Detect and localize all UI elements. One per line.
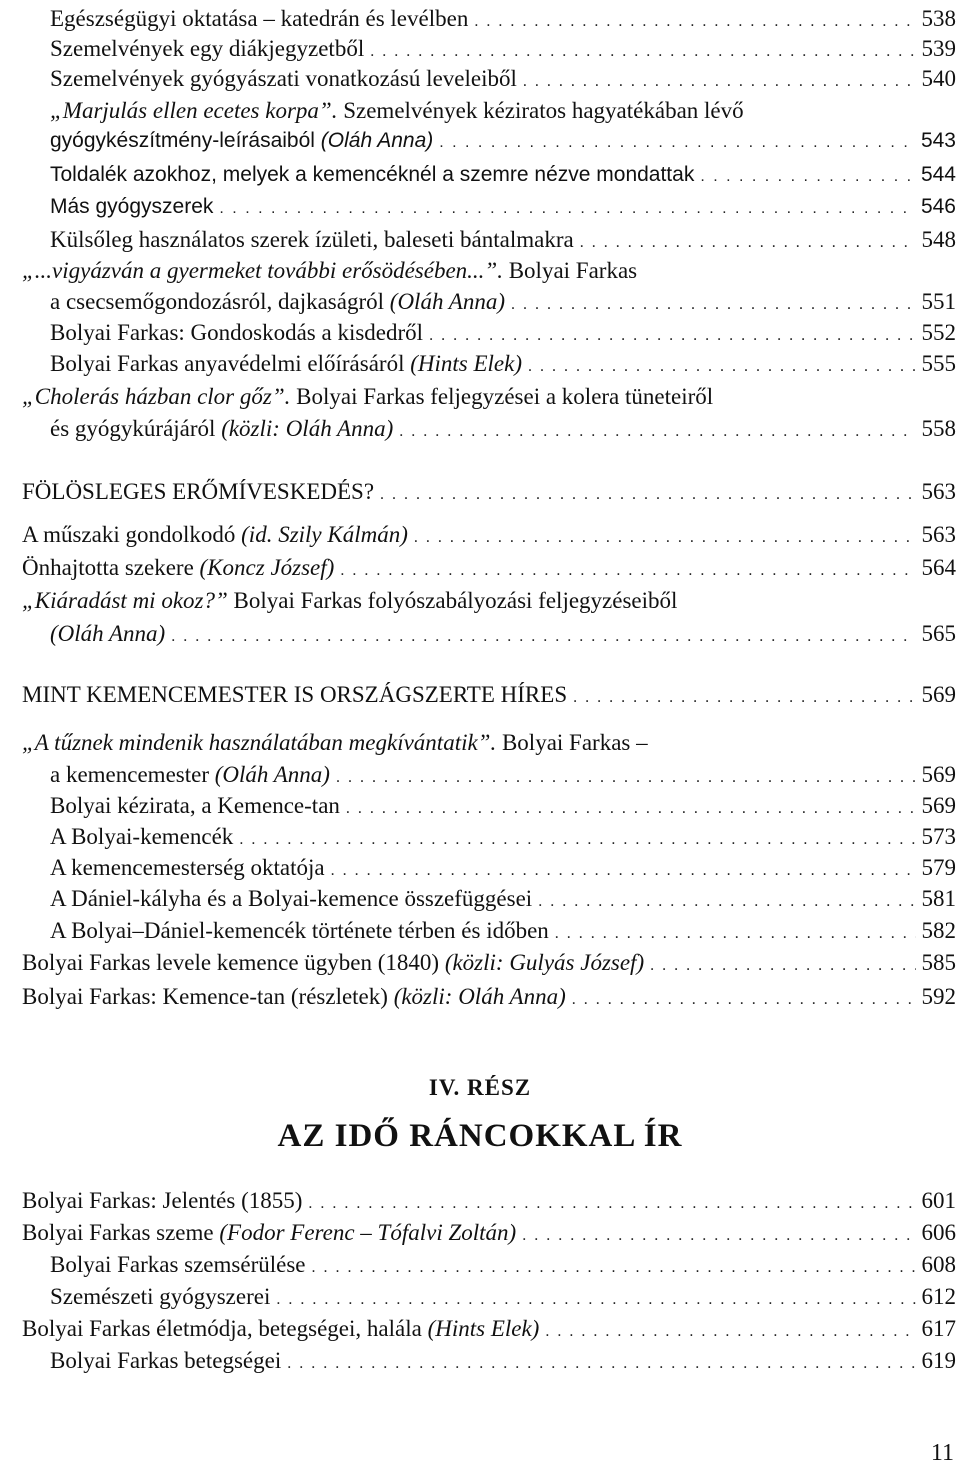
toc-entry-title	[22, 553, 334, 583]
leader-dots	[523, 67, 916, 97]
toc-entry-title: A Bolyai–Dániel-kemencék története térben és időben	[50, 918, 549, 943]
leader-dots	[414, 523, 916, 553]
toc-entry-line1	[50, 96, 744, 126]
entry-text: és gyógykúrájáról	[50, 416, 216, 441]
toc-entry-title: Szemelvények egy diákjegyzetből	[50, 36, 365, 61]
toc-entry	[50, 853, 956, 886]
toc-entry-page: 617	[921, 1316, 956, 1341]
quote-title: „A tűznek mindenik használatában megkívántatik”.	[22, 730, 497, 755]
toc-entry-title	[22, 520, 408, 550]
toc-entry-page: 540	[921, 66, 956, 91]
toc-entry-title: A kemencemesterség oktatója	[50, 855, 325, 880]
author-name: (Oláh Anna)	[50, 621, 166, 646]
toc-entry-page: 581	[921, 886, 956, 911]
toc-entry	[50, 916, 956, 949]
toc-entry-line1	[22, 728, 648, 758]
leader-dots	[336, 763, 916, 793]
leader-dots	[528, 352, 916, 382]
author-name: (Fodor Ferenc – Tófalvi Zoltán)	[219, 1220, 517, 1245]
entry-text: Bolyai Farkas folyószabályozási feljegyzéseiből	[227, 588, 678, 613]
author-name: (közli: Oláh Anna)	[221, 416, 394, 441]
toc-entry	[22, 553, 956, 586]
leader-dots	[580, 228, 916, 258]
toc-entry	[50, 287, 956, 320]
entry-text: Önhajtotta szekere	[22, 555, 194, 580]
toc-entry-title: Egészségügyi oktatása – katedrán és levélben	[50, 6, 469, 31]
quote-title: „...vigyázván a gyermeket további erősödésében...”.	[22, 258, 503, 283]
toc-entry-page: 608	[921, 1252, 956, 1277]
author-name: (Oláh Anna)	[389, 289, 505, 314]
toc-entry-page: 619	[921, 1348, 956, 1373]
toc-entry-title: Bolyai kézirata, a Kemence-tan	[50, 793, 340, 818]
entry-text: Bolyai Farkas	[502, 258, 638, 283]
entry-text: Szemelvények kéziratos hagyatékában lévő	[337, 98, 744, 123]
section-title: MINT KEMENCEMESTER IS ORSZÁGSZERTE HÍRES	[22, 682, 568, 707]
toc-entry-title: Bolyai Farkas szemsérülése	[50, 1252, 306, 1277]
toc-entry-title: Szemészeti gyógyszerei	[50, 1284, 271, 1309]
quote-title: „Cholerás házban clor gőz”.	[22, 384, 291, 409]
toc-entry	[50, 791, 956, 824]
toc-entry	[50, 318, 956, 351]
toc-entry-title	[22, 1218, 516, 1248]
entry-text: Bolyai Farkas anyavédelmi előírásáról	[50, 351, 405, 376]
author-name: (Oláh Anna)	[214, 762, 330, 787]
toc-entry-page: 585	[921, 950, 956, 975]
author-name: (id. Szily Kálmán)	[241, 522, 408, 547]
leader-dots	[287, 1349, 915, 1379]
toc-entry	[50, 1250, 956, 1283]
toc-entry-title	[50, 287, 505, 317]
part-label: IV. RÉSZ	[428, 1075, 532, 1100]
toc-entry-title: Bolyai Farkas: Gondoskodás a kisdedről	[50, 320, 424, 345]
toc-entry	[50, 822, 956, 855]
toc-entry	[50, 349, 956, 382]
toc-entry-page: 538	[921, 6, 956, 31]
entry-text: Bolyai Farkas szeme	[22, 1220, 214, 1245]
toc-entry-title	[50, 126, 433, 156]
toc-entry	[50, 225, 956, 258]
toc-entry-title: Bolyai Farkas: Jelentés (1855)	[22, 1188, 303, 1213]
entry-text: A műszaki gondolkodó	[22, 522, 236, 547]
page-number: 11	[930, 1440, 954, 1466]
leader-dots	[572, 985, 916, 1015]
toc-entry	[50, 760, 956, 793]
toc-entry-page: 564	[921, 555, 956, 580]
toc-entry-page: 539	[921, 36, 956, 61]
quote-title: „Marjulás ellen ecetes korpa”.	[50, 98, 338, 123]
toc-entry-title: A Bolyai-kemencék	[50, 824, 234, 849]
leader-dots	[700, 162, 915, 192]
toc-entry	[22, 1218, 956, 1251]
toc-entry-page: 543	[920, 129, 956, 152]
leader-dots	[276, 1285, 915, 1315]
author-name: (Hints Elek)	[410, 351, 522, 376]
leader-dots	[399, 417, 915, 447]
leader-dots	[311, 1253, 915, 1283]
toc-entry	[22, 1314, 956, 1347]
toc-entry-page: 592	[921, 984, 956, 1009]
author-name: (közli: Oláh Anna)	[393, 984, 566, 1009]
entry-text: Bolyai Farkas: Kemence-tan (részletek)	[22, 984, 388, 1009]
author-name: (Oláh Anna)	[320, 129, 434, 152]
entry-text: Bolyai Farkas feljegyzései a kolera tüneteiről	[290, 384, 714, 409]
toc-entry-title	[22, 948, 644, 978]
toc-entry	[50, 34, 956, 67]
author-name: (közli: Gulyás József)	[444, 950, 645, 975]
toc-entry-page: 563	[921, 522, 956, 547]
toc-entry-page: 573	[921, 824, 956, 849]
toc-entry-title	[22, 1314, 539, 1344]
leader-dots	[650, 951, 915, 981]
toc-entry-page: 544	[920, 163, 956, 186]
leader-dots	[239, 825, 915, 855]
author-name: (Hints Elek)	[427, 1316, 540, 1341]
leader-dots	[340, 556, 915, 586]
toc-entry-page: 551	[921, 289, 956, 314]
leader-dots	[522, 1221, 915, 1251]
toc-entry-page: 569	[921, 762, 956, 787]
leader-dots	[370, 37, 915, 67]
toc-entry	[22, 948, 956, 981]
toc-entry-page: 606	[921, 1220, 956, 1245]
toc-entry	[50, 64, 956, 97]
toc-entry-title: Más gyógyszerek	[50, 195, 214, 218]
section-title: FÖLÖSLEGES ERŐMÍVESKEDÉS?	[22, 479, 375, 504]
toc-entry	[50, 414, 956, 447]
toc-entry-line1	[22, 586, 677, 616]
entry-text: Bolyai Farkas –	[496, 730, 648, 755]
toc-entry-title: Szemelvények gyógyászati vonatkozású leveleiből	[50, 66, 517, 91]
entry-text: gyógykészítmény-leírásaiból	[50, 129, 315, 152]
toc-entry-page: 563	[921, 479, 956, 504]
toc-entry	[50, 884, 956, 917]
quote-title: „Kiáradást mi okoz?”	[22, 588, 228, 613]
leader-dots	[380, 480, 915, 510]
toc-entry-page: 569	[921, 682, 956, 707]
entry-text: a csecsemőgondozásról, dajkaságról	[50, 289, 385, 314]
leader-dots	[538, 887, 915, 917]
toc-entry-page: 612	[921, 1284, 956, 1309]
leader-dots	[346, 794, 916, 824]
toc-entry	[22, 520, 956, 553]
author-name: (Koncz József)	[199, 555, 335, 580]
toc-entry-title: Bolyai Farkas betegségei	[50, 1348, 282, 1373]
toc-entry-title	[50, 619, 165, 649]
leader-dots	[511, 290, 916, 320]
toc-entry	[50, 126, 956, 158]
toc-entry-page: 548	[921, 227, 956, 252]
toc-entry-page: 601	[921, 1188, 956, 1213]
toc-entry-page: 552	[921, 320, 956, 345]
leader-dots	[474, 7, 915, 37]
part-title: AZ IDŐ RÁNCOKKAL ÍR	[277, 1118, 683, 1154]
leader-dots	[555, 919, 916, 949]
toc-entry-page: 582	[921, 918, 956, 943]
leader-dots	[573, 683, 915, 713]
toc-entry	[50, 160, 956, 192]
toc-section-heading	[22, 680, 956, 713]
toc-entry-title: Külsőleg használatos szerek ízületi, baleseti bántalmakra	[50, 227, 574, 252]
leader-dots	[219, 194, 915, 224]
leader-dots	[171, 622, 915, 652]
toc-entry-line1	[22, 256, 637, 286]
leader-dots	[308, 1189, 915, 1219]
toc-entry-page: 569	[921, 793, 956, 818]
toc-entry-line1	[22, 382, 713, 412]
toc-entry-title	[50, 349, 522, 379]
toc-entry-title: A Dániel-kályha és a Bolyai-kemence összefüggései	[50, 886, 533, 911]
toc-entry-page: 579	[921, 855, 956, 880]
toc-entry-page: 546	[920, 195, 956, 218]
toc-entry-page: 555	[921, 351, 956, 376]
toc-entry-title	[22, 982, 566, 1012]
toc-section-heading	[22, 477, 956, 510]
leader-dots	[331, 856, 916, 886]
toc-entry	[50, 4, 956, 37]
leader-dots	[439, 128, 915, 158]
entry-text: Bolyai Farkas levele kemence ügyben (1840)	[22, 950, 440, 975]
entry-text: Bolyai Farkas életmódja, betegségei, halála	[22, 1316, 422, 1341]
toc-entry-title	[50, 414, 393, 444]
leader-dots	[429, 321, 915, 351]
toc-entry-title: Toldalék azokhoz, melyek a kemencéknél a szemre nézve mondattak	[50, 163, 695, 186]
toc-entry	[50, 192, 956, 224]
toc-entry	[50, 1346, 956, 1379]
entry-text: a kemencemester	[50, 762, 209, 787]
toc-entry	[22, 1186, 956, 1219]
toc-entry-title	[50, 760, 330, 790]
toc-entry-page: 558	[921, 416, 956, 441]
toc-entry-page: 565	[921, 621, 956, 646]
toc-entry	[50, 1282, 956, 1315]
toc-entry	[22, 982, 956, 1015]
leader-dots	[545, 1317, 915, 1347]
toc-entry	[50, 619, 956, 652]
